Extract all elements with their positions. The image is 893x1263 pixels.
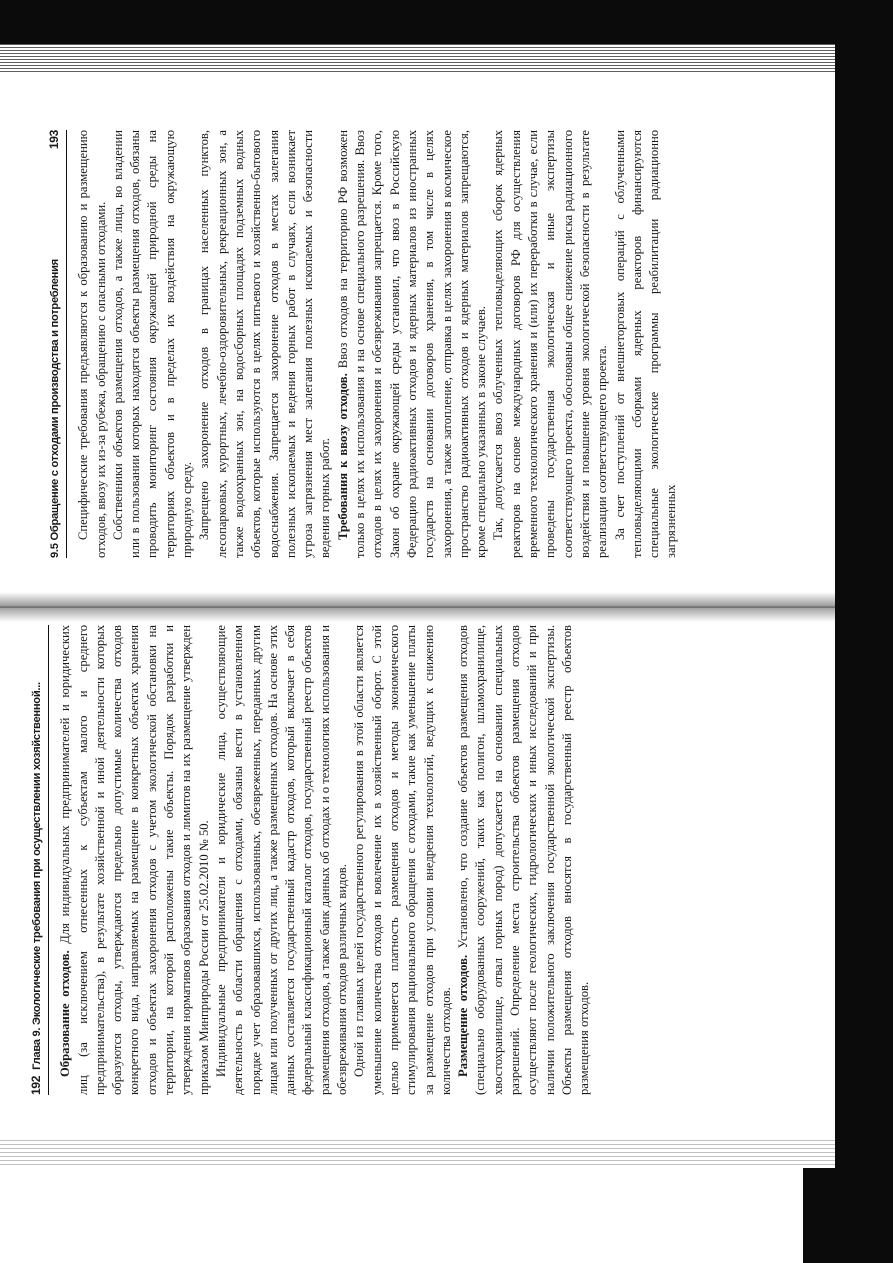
paragraph xyxy=(196,130,334,558)
left-page-header xyxy=(28,625,49,1095)
paragraph xyxy=(612,130,681,558)
page-number: 192 xyxy=(29,1075,43,1095)
paragraph-lead: Образование отходов. xyxy=(58,950,73,1077)
paragraph-text: Для индивидуальных предпринимателей и юридических лиц (за исключением отнесенных к субъектам малого и среднего предпринимательства), в результате хозяйственной и иной деятельности которых образуются отходы, утверждаются предельно допустимые количества отходов конкретного вида, направляемых на размещение в конкретных объектах хранения отходов и объектах захоронения отходов с учетом экологической обстановки на территории, на которой расположены такие объекты. Порядок разработки и утверждения нормативов образования отходов и лимитов на их размещение утвержден приказом Минприроды России от 25.02.2010 № 50. xyxy=(58,625,211,1095)
left-page xyxy=(28,625,594,1095)
right-page-header xyxy=(46,130,67,558)
paragraph-text: Так, допускается ввоз облученных тепловыделяющих сборок ядерных реакторов на основе международных договоров РФ для осуществления временного технологического хранения и (или) их переработки в случае, если проведены государственная экологическая и иные экспертизы соответствующего проекта, обоснованы общее снижение риска радиационного воздействия и повышение уровня экологической безопасности в результате реализации соответствующего проекта. xyxy=(491,130,610,558)
page-number: 193 xyxy=(47,130,61,150)
scanner-background-corner xyxy=(803,1168,893,1263)
paragraph-lead: Размещение отходов. xyxy=(456,954,471,1077)
paragraph xyxy=(455,625,593,1095)
paragraph-text: Запрещено захоронение отходов в границах населенных пунктов, лесопарковых, курортных, лечебно-оздоровительных, рекреационных зон, а также водоохранных зон, на водосборных площадях подземных водных объектов, которые используются в целях питьевого и хозяйственно-бытового водоснабжения. Запрещается захоронение отходов в местах залегания полезных ископаемых и ведения горных работ в случаях, если возникает угроза загрязнения мест залегания полезных ископаемых и безопасности ведения горных работ. xyxy=(197,130,333,558)
paragraph-text: Собственники объектов размещения отходов, а также лица, во владении или в пользовании которых находятся объекты размещения отходов, обязаны проводить мониторинг состояния окружающей природной среды на территориях объектов и в пределах их воздействия на окружающую природную среду. xyxy=(110,130,195,558)
right-page xyxy=(46,130,681,558)
paragraph-text: Ввоз отходов на территорию РФ возможен только в целях их использования и на основе специального разрешения. Ввоз отходов в целях их захоронения и обезвреживания запрещается. Кроме того, Закон об охране окружающей среды установил, что ввоз в Российскую Федерацию радиоактивных отходов и ядерных материалов из иностранных государств на основании договоров хранения, в том числе в целях захоронения, а также затопление, отправка в целях захоронения в космическое пространство радиоактивных отходов и ядерных материалов запрещаются, кроме специально указанных в законе случаев. xyxy=(335,130,489,558)
paragraph xyxy=(335,130,491,558)
page-edges-bottom xyxy=(0,1140,835,1165)
paragraph-text: За счет поступлений от внешнеторговых операций с облученными тепловыделяющими сборками ядерных реакторов финансируются специальные экологические программы реабилитации радиационно загрязненных xyxy=(612,130,679,558)
book-spine-shadow xyxy=(0,592,835,622)
scanner-background-right xyxy=(835,0,893,1263)
scanner-background-top xyxy=(0,0,893,44)
running-head: 9.5 Обращение с отходами производства и потребления xyxy=(49,259,61,558)
paragraph xyxy=(75,130,110,558)
paragraph xyxy=(213,625,351,1095)
running-head: Глава 9. Экологические требования при осуществлении хозяйственной... xyxy=(31,682,43,1070)
paragraph xyxy=(351,625,455,1095)
page-edges-top xyxy=(0,44,835,72)
paragraph-text: Специфические требования предъявляются к образованию и размещению отходов, ввозу их из-за рубежа, обращению с опасными отходами. xyxy=(76,130,108,558)
paragraph-text: Индивидуальные предприниматели и юридические лица, осуществляющие деятельность в области обращения с отходами, обязаны вести в установленном порядке учет образовавшихся, использованных, обезвреженных, переданных другим лицам или полученных от других лиц, а также размещенных отходов. На основе этих данных составляется государственный кадастр отходов, который включает в себя федеральный классификационный каталог отходов, государственный реестр объектов размещения отходов, а также банк данных об отходах и о технологиях использования и обезвреживания отходов различных видов. xyxy=(213,625,350,1095)
paragraph-text: Установлено, что создание объектов размещения отходов (специально оборудованных сооружений, таких как полигон, шламохранилище, хвостохранилище, отвал горных пород) допускается на основании специальных разрешений. Определение места строительства объектов размещения отходов осуществляют после геологических, гидрологических и иных исследований и при наличии положительного заключения государственной экологической экспертизы. Объекты размещения отходов вносятся в государственный реестр объектов размещения отходов. xyxy=(456,625,592,1095)
paragraph xyxy=(57,625,213,1095)
paragraph-lead: Требования к ввозу отходов. xyxy=(335,373,350,540)
paragraph xyxy=(110,130,196,558)
paragraph-text: Одной из главных целей государственного регулирования в этой области является уменьшение количества отходов и вовлечение их в хозяйственный оборот. С этой целью применяется платность размещения отходов и методы экономического стимулирования рационального обращения с отходами, такие как уменьшение платы за размещение отходов при условии внедрения технологий, ведущих к снижению количества отходов. xyxy=(352,625,453,1095)
paragraph xyxy=(490,130,611,558)
